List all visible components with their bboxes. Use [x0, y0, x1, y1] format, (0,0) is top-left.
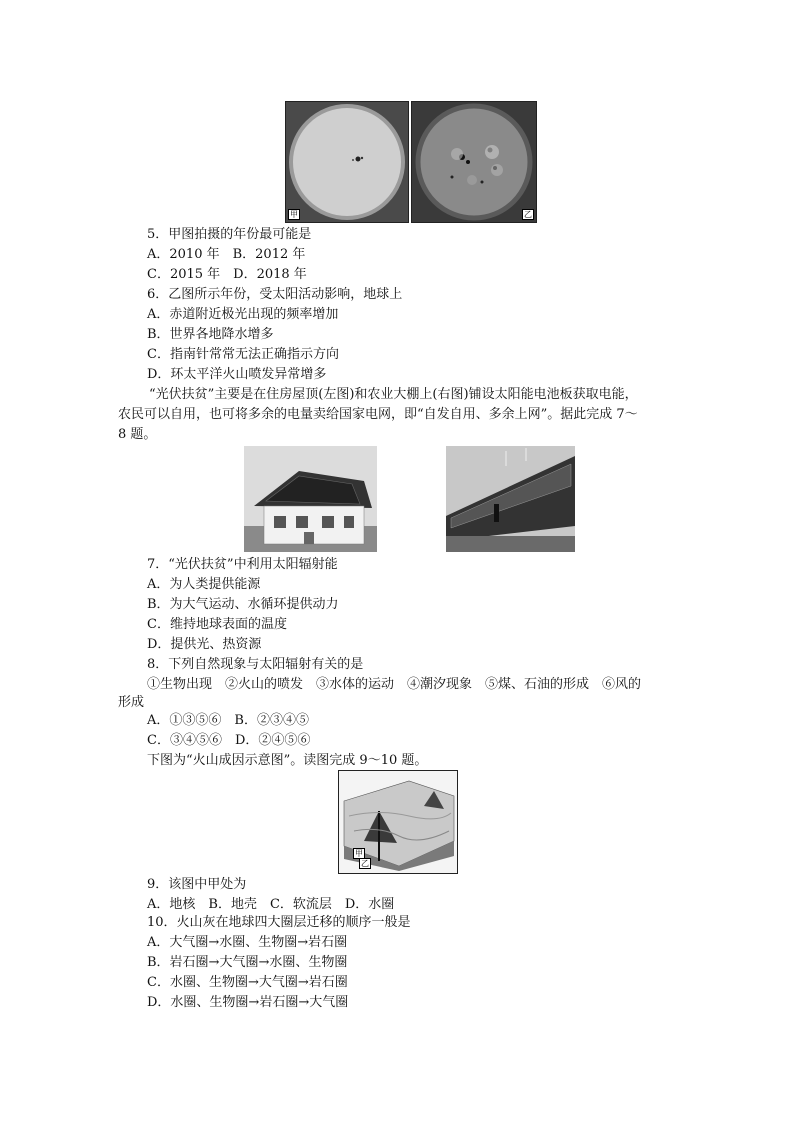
q6-option-a: A．赤道附近极光出现的频率增加 — [147, 307, 339, 322]
q7-option-b: B．为大气运动、水循环提供动力 — [147, 597, 339, 612]
q8-options-cd: C．③④⑤⑥ D．②④⑤⑥ — [147, 733, 311, 748]
solar-greenhouse-photo — [446, 446, 575, 552]
sun-yi-label: 乙 — [524, 210, 532, 219]
passage-line-2: 农民可以自用，也可将多余的电量卖给国家电网，即“自发自用、多余上网”。据此完成 7～ — [118, 407, 638, 422]
q9-options: A．地核 B．地壳 C．软流层 D．水圈 — [147, 897, 395, 912]
q10-option-b: B．岩石圈→大气圈→水圈、生物圈 — [147, 955, 348, 970]
q8-items: ①生物出现 ②火山的喷发 ③水体的运动 ④潮汐现象 ⑤煤、石油的形成 ⑥风的 — [147, 677, 642, 692]
volcano-jia-label: 甲 — [355, 849, 363, 858]
q10-option-d: D．水圈、生物圈→岩石圈→大气圈 — [147, 995, 349, 1010]
q5-options-cd: C．2015 年 D．2018 年 — [147, 267, 307, 282]
volcano-yi-label: 乙 — [361, 859, 369, 868]
q7-option-a: A．为人类提供能源 — [147, 577, 261, 592]
q7-option-c: C．维持地球表面的温度 — [147, 617, 287, 632]
q6-option-c: C．指南针常常无法正确指示方向 — [147, 347, 339, 362]
sun-photo-jia — [285, 101, 409, 223]
q10-option-c: C．水圈、生物圈→大气圈→岩石圈 — [147, 975, 348, 990]
passage-line-1: “光伏扶贫”主要是在住房屋顶(左图)和农业大棚上(右图)铺设太阳能电池板获取电能， — [149, 387, 638, 402]
passage-volcano: 下图为“火山成因示意图”。读图完成 9～10 题。 — [147, 753, 428, 768]
q6-option-d: D．环太平洋火山喷发异常增多 — [147, 367, 327, 382]
q7-option-d: D．提供光、热资源 — [147, 637, 262, 652]
sun-photo-yi — [411, 101, 537, 223]
q6-option-b: B．世界各地降水增多 — [147, 327, 274, 342]
volcano-diagram — [338, 770, 458, 874]
q10-stem: 10．火山灰在地球四大圈层迁移的顺序一般是 — [147, 915, 411, 930]
q7-stem: 7．“光伏扶贫”中利用太阳辐射能 — [147, 557, 338, 572]
q5-options-ab: A．2010 年 B．2012 年 — [147, 247, 306, 262]
q5-stem: 5．甲图拍摄的年份最可能是 — [147, 227, 312, 242]
q10-option-a: A．大气圈→水圈、生物圈→岩石圈 — [147, 935, 348, 950]
q9-stem: 9．该图中甲处为 — [147, 877, 247, 892]
q8-items-wrap: 形成 — [118, 695, 145, 710]
solar-house-photo — [244, 446, 377, 552]
q8-stem: 8．下列自然现象与太阳辐射有关的是 — [147, 657, 364, 672]
sun-jia-label: 甲 — [290, 210, 298, 219]
q6-stem: 6．乙图所示年份，受太阳活动影响，地球上 — [147, 287, 403, 302]
passage-line-3: 8 题。 — [118, 427, 157, 442]
q8-options-ab: A．①③⑤⑥ B．②③④⑤ — [147, 713, 309, 728]
